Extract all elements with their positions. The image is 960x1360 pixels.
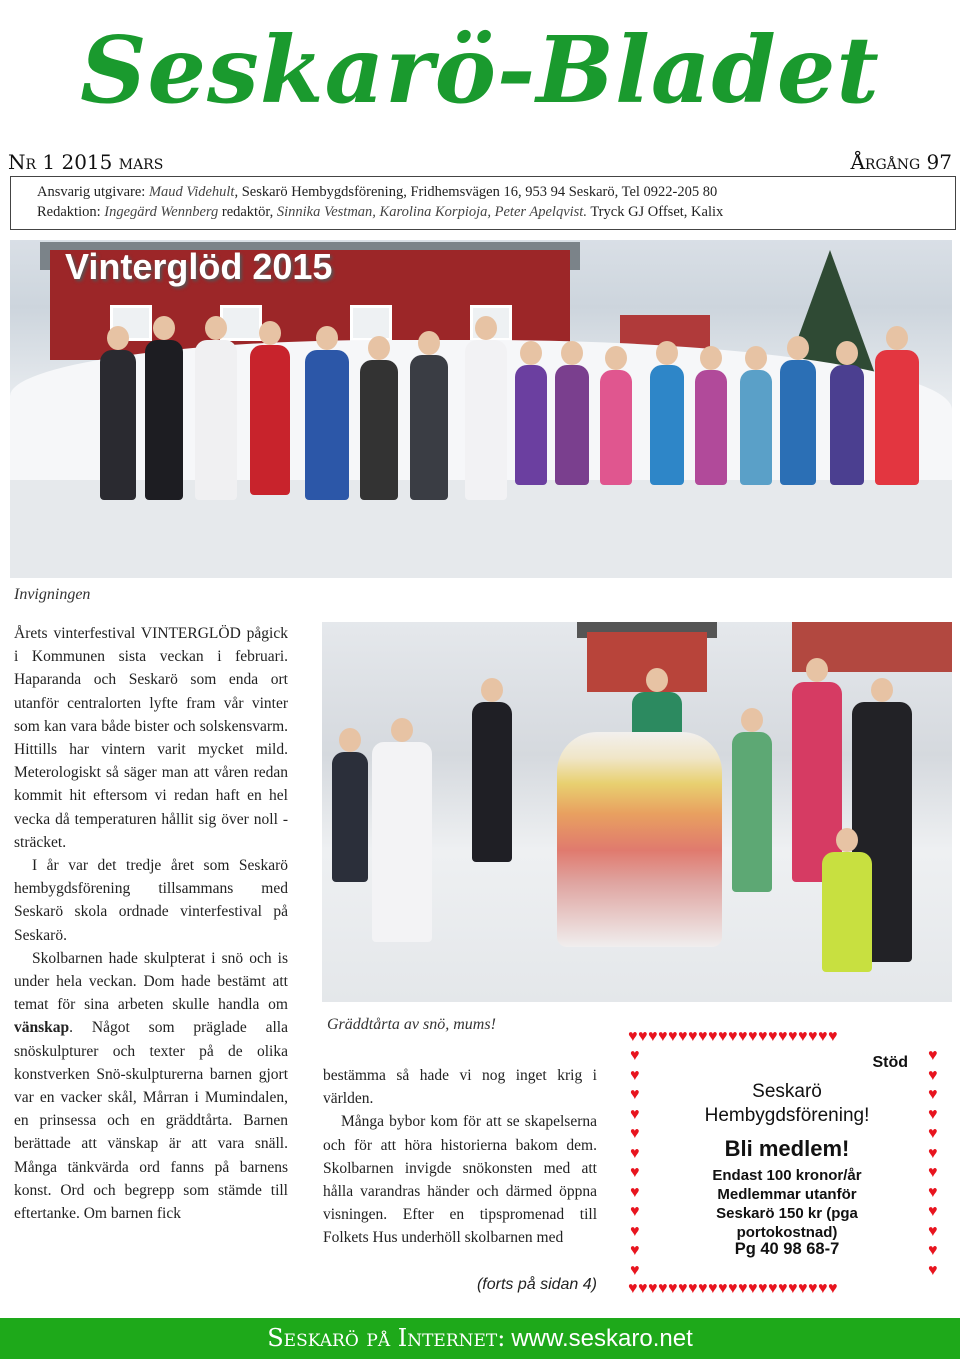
giro-number: Pg 40 98 68-7 xyxy=(734,1240,840,1258)
hero-photo xyxy=(10,240,952,578)
website-link[interactable]: www.seskaro.net xyxy=(511,1325,693,1352)
editorial-staff: Sinnika Vestman, Karolina Korpioja, Peter Apelqvist. xyxy=(276,204,587,220)
child-figure xyxy=(650,365,684,485)
child-figure xyxy=(732,732,772,892)
child-figure xyxy=(332,752,368,882)
child-figure xyxy=(780,360,816,485)
child-figure xyxy=(695,370,727,485)
printer: Tryck GJ Offset, Kalix xyxy=(586,204,724,220)
child-figure xyxy=(600,370,632,485)
child-figure xyxy=(472,702,512,862)
membership-price xyxy=(654,1166,920,1242)
organization-name xyxy=(654,1080,920,1128)
heart-border-left: ♥ ♥ ♥ ♥ ♥ ♥ ♥ ♥ ♥ ♥ ♥ ♥ xyxy=(630,1047,640,1279)
paragraph xyxy=(14,947,288,1225)
support-label: Stöd xyxy=(872,1054,908,1071)
editor-role: redaktör, xyxy=(218,204,277,220)
heart-border-right: ♥ ♥ ♥ ♥ ♥ ♥ ♥ ♥ ♥ ♥ ♥ ♥ xyxy=(928,1047,938,1279)
child-figure xyxy=(145,340,183,500)
editor-name: Ingegärd Wennberg xyxy=(104,204,219,220)
masthead xyxy=(0,0,960,140)
footer-label: Seskarö på Internet: xyxy=(267,1324,506,1352)
child-figure xyxy=(360,360,398,500)
child-figure xyxy=(305,350,349,500)
issue-line xyxy=(8,150,952,174)
ad-content xyxy=(654,1052,920,1276)
publisher-line xyxy=(37,182,929,202)
membership-call-to-action: Bli medlem! xyxy=(724,1136,850,1161)
paragraph-text: . Något som präglade alla snöskulpturer och texter på de olika konstverken Snö-skulpturerna barnen gjort var en vacker skål, Mårran i Mumindalen, en prinsessa och en gräddtårta. Barnen berättade att vänskap är att vara snäll. Många tänkvärda ord fanns på barnens konst. Ord och begrepp som stämde till eftertanke. Om barnen fick xyxy=(14,1019,288,1223)
organization-name-line: Hembygdsförening! xyxy=(704,1105,870,1126)
paragraph: bestämma så hade vi nog inget krig i världen. xyxy=(323,1067,597,1108)
paragraph: I år var det tredje året som Seskarö hembygdsförening tillsammans med Seskarö skola ordnade vinterfestival på Seskarö. xyxy=(14,857,288,944)
article-column-1 xyxy=(14,622,288,1225)
child-figure xyxy=(555,365,589,485)
child-figure xyxy=(410,355,448,500)
child-figure xyxy=(195,340,237,500)
price-line: Endast 100 kronor/år xyxy=(712,1167,862,1184)
barn-window xyxy=(350,305,392,341)
hero-title: Vinterglöd 2015 xyxy=(65,246,333,287)
snow-cake-sculpture xyxy=(557,732,722,947)
emphasis-word: vänskap xyxy=(14,1019,70,1037)
child-figure xyxy=(250,345,290,495)
publisher-label: Ansvarig utgivare: xyxy=(37,184,146,200)
footer-banner xyxy=(0,1318,960,1359)
credits-box xyxy=(10,176,956,230)
continued-note: (forts på sidan 4) xyxy=(476,1276,597,1293)
child-figure xyxy=(100,350,136,500)
price-line: Seskarö 150 kr (pga xyxy=(716,1205,858,1222)
article-column-2 xyxy=(323,1064,597,1250)
heart-border-top: ♥♥♥♥♥♥♥♥♥♥♥♥♥♥♥♥♥♥♥♥♥ xyxy=(628,1028,838,1045)
child-figure xyxy=(740,370,772,485)
issue-number: Nr 1 2015 mars xyxy=(8,150,164,174)
child-figure xyxy=(830,365,864,485)
newspaper-title: Seskarö-Bladet xyxy=(80,16,880,124)
adult-figure xyxy=(372,742,432,942)
child-figure xyxy=(822,852,872,972)
volume-number: Årgång 97 xyxy=(850,150,952,174)
paragraph-text: Skolbarnen hade skulpterat i snö och is under hela veckan. Dom hade bestämt att temat för sina arbeten skulle handla om xyxy=(14,949,288,1014)
price-line: Medlemmar utanför xyxy=(717,1186,857,1203)
paragraph: Årets vinterfestival VINTERGLÖD pågick i Kommunen sista veckan i februari. Haparanda och Seskarö som enda ort utanför centralorten lyfte fram vår vinter som kan vara både bister och solskensvarm. Hittills har vintern varit mycket mild. Meterologiskt så säger man att våren redan kommit hit eftersom vi redan haft en hel vecka då temperaturen hållit sig över noll - sträcket. xyxy=(14,625,288,851)
publisher-name: Maud Videhult xyxy=(148,184,235,200)
editor-line xyxy=(37,202,929,222)
heart-border-bottom: ♥♥♥♥♥♥♥♥♥♥♥♥♥♥♥♥♥♥♥♥♥ xyxy=(628,1280,838,1297)
photo-caption: Gräddtårta av snö, mums! xyxy=(327,1016,496,1033)
snow-cake-photo xyxy=(322,622,952,1002)
membership-ad xyxy=(628,1028,946,1298)
paragraph: Många bybor kom för att se skapelserna och för att höra historierna bakom dem. Skolbarnen invigde snökonsten med att hålla varandras händer och därmed öppna visningen. Efter en tipspromenad till Folkets Hus underhöll skolbarnen med xyxy=(323,1113,597,1247)
organization-name-line: Seskarö xyxy=(752,1081,822,1102)
hero-caption: Invigningen xyxy=(14,586,91,603)
child-figure xyxy=(465,340,507,500)
editor-label: Redaktion: xyxy=(37,204,101,220)
child-figure xyxy=(515,365,547,485)
price-line: portokostnad) xyxy=(736,1224,838,1241)
publisher-details: , Seskarö Hembygdsförening, Fridhemsvägen 16, 953 94 Seskarö, Tel 0922-205 80 xyxy=(234,184,718,200)
adult-figure xyxy=(875,350,919,485)
